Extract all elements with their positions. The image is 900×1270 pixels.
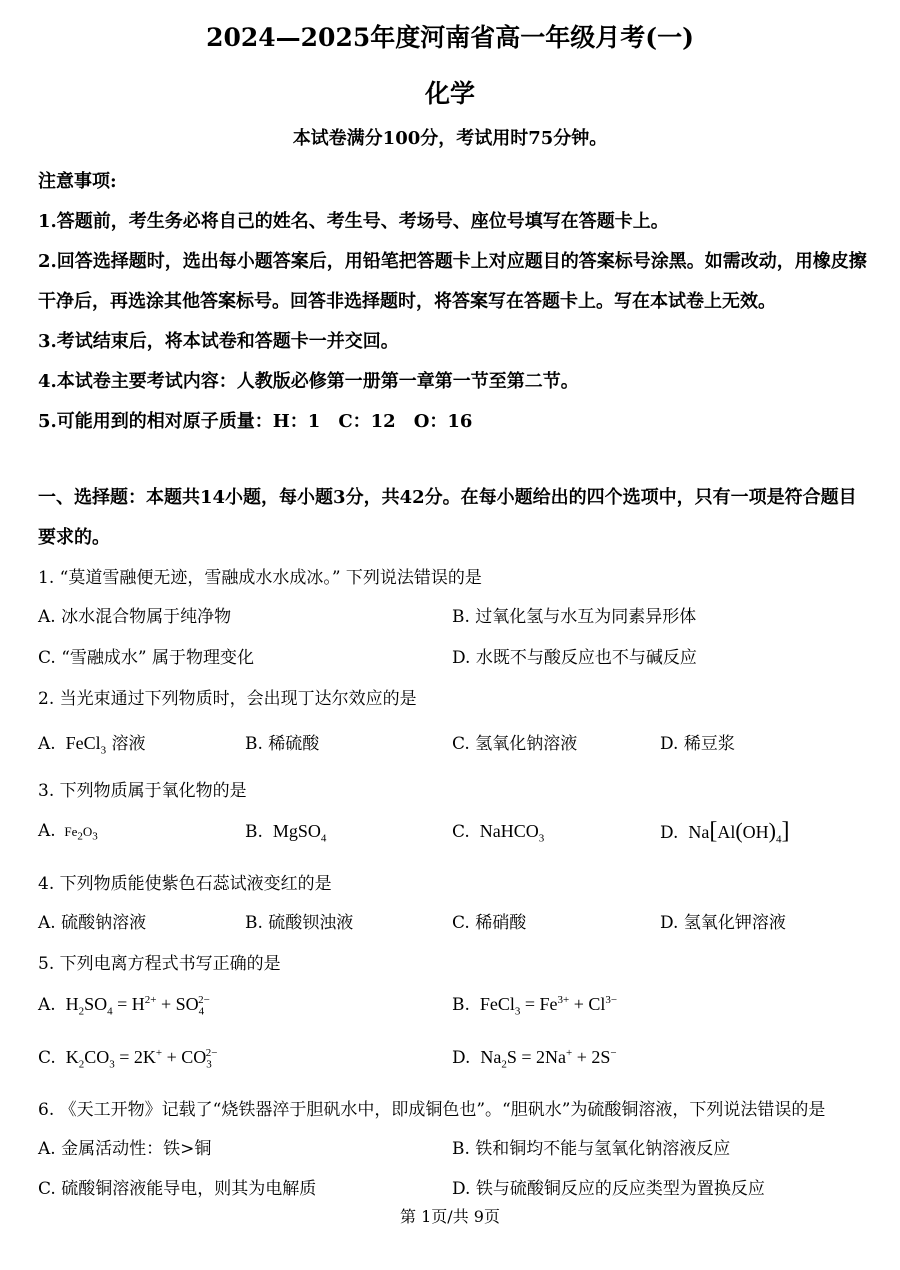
option-a-label: A. (38, 734, 56, 754)
question-stem: 4. 下列物质能使紫色石蕊试液变红的是 (38, 874, 332, 894)
option-d-label: D. (660, 823, 679, 843)
option-c-label: C. (452, 822, 470, 842)
notes-item: 5.可能用到的相对原子质量：H：1 C：12 O：16 (38, 411, 473, 432)
option-b: B. 稀硫酸 (245, 734, 320, 754)
page-footer: 第 1页/共 9页 (400, 1207, 500, 1226)
option-a-label: A. (38, 995, 56, 1015)
equation-h2so4: $H_2SO_4 = H^{2+} + SO_4^{2-}$ (61, 994, 210, 1018)
equation-k2co3: $K_2CO_3 = 2K^+ + CO_3^{2-}$ (61, 1047, 218, 1071)
option-b (245, 821, 326, 845)
formula-naaloh4: $Na[Al(OH)_4]$ (683, 818, 790, 846)
option-a: A. 金属活动性：铁>铜 (38, 1139, 212, 1159)
option-a: A. 冰水混合物属于纯净物 (38, 607, 232, 627)
notes-block (38, 162, 868, 442)
notes-item: 2.回答选择题时，选出每小题答案后，用铅笔把答题卡上对应题目的答案标号涂黑。如需改动，用橡皮擦干净后，再选涂其他答案标号。回答非选择题时，将答案写在答题卡上。写在本试卷上无效。 (38, 251, 867, 312)
option-a-label: A. (38, 821, 56, 841)
option-a (38, 821, 98, 843)
question-stem: 6. 《天工开物》记载了“烧铁器淬于胆矾水中，即成铜色也”。“胆矾水”为硫酸铜溶液，下列说法错误的是 (38, 1100, 826, 1120)
option-d (660, 818, 790, 846)
option-b-label: B. (245, 822, 263, 842)
exam-title: 2024—2025年度河南省高一年级月考(一) (206, 23, 694, 52)
option-b-label: B. (452, 995, 470, 1015)
question-stem: 2. 当光束通过下列物质时，会出现丁达尔效应的是 (38, 689, 417, 709)
exam-info: 本试卷满分100分，考试用时75分钟。 (292, 128, 608, 149)
option-c: C. 氢氧化钠溶液 (452, 734, 578, 754)
option-c: C. 硫酸铜溶液能导电，则其为电解质 (38, 1179, 317, 1199)
option-c (38, 1047, 217, 1071)
section-heading: 一、选择题：本题共14小题，每小题3分，共42分。在每小题给出的四个选项中，只有一项是符合题目要求的。 (38, 487, 857, 548)
subject-title: 化学 (424, 79, 475, 108)
option-a (38, 994, 210, 1018)
notes-heading: 注意事项: (38, 171, 117, 192)
question-stem: 5. 下列电离方程式书写正确的是 (38, 954, 281, 974)
formula-fecl3: FeCl$_3$ (61, 733, 107, 757)
option-c (452, 821, 544, 845)
notes-item: 3.考试结束后，将本试卷和答题卡一并交回。 (38, 331, 399, 352)
option-b: B. 过氧化氢与水互为同素异形体 (452, 607, 697, 627)
option-a (38, 729, 146, 757)
equation-fecl3: FeCl$_3$ = $Fe^{3+} + Cl^{3-}$ (475, 994, 618, 1018)
option-b: B. 硫酸钡浊液 (245, 913, 354, 933)
formula-fe2o3: $Fe_2O_3$ (61, 824, 98, 843)
notes-item: 1.答题前，考生务必将自己的姓名、考生号、考场号、座位号填写在答题卡上。 (38, 211, 669, 232)
question-stem: 1. “莫道雪融便无迹，雪融成水水成冰。” 下列说法错误的是 (38, 568, 482, 588)
option-a-text: 溶液 (111, 734, 146, 754)
option-c: C. 稀硝酸 (452, 913, 527, 933)
formula-mgso4: MgSO$_4$ (268, 821, 327, 845)
option-d-label: D. (452, 1048, 471, 1068)
option-d (452, 1047, 617, 1071)
question-stem: 3. 下列物质属于氧化物的是 (38, 781, 247, 801)
option-d: D. 稀豆浆 (660, 734, 735, 754)
option-c: C. “雪融成水” 属于物理变化 (38, 648, 254, 668)
option-d: D. 水既不与酸反应也不与碱反应 (452, 648, 697, 668)
option-d: D. 氢氧化钾溶液 (660, 913, 786, 933)
option-a: A. 硫酸钠溶液 (38, 913, 147, 933)
equation-na2s: $Na_2S = 2Na^+ + 2S^-$ (475, 1047, 617, 1071)
option-d: D. 铁与硫酸铜反应的反应类型为置换反应 (452, 1179, 765, 1199)
notes-item: 4.本试卷主要考试内容：人教版必修第一册第一章第一节至第二节。 (38, 371, 579, 392)
option-b (452, 994, 617, 1018)
option-b: B. 铁和铜均不能与氢氧化钠溶液反应 (452, 1139, 731, 1159)
option-c-label: C. (38, 1048, 56, 1068)
formula-nahco3: NaHCO$_3$ (475, 821, 545, 845)
